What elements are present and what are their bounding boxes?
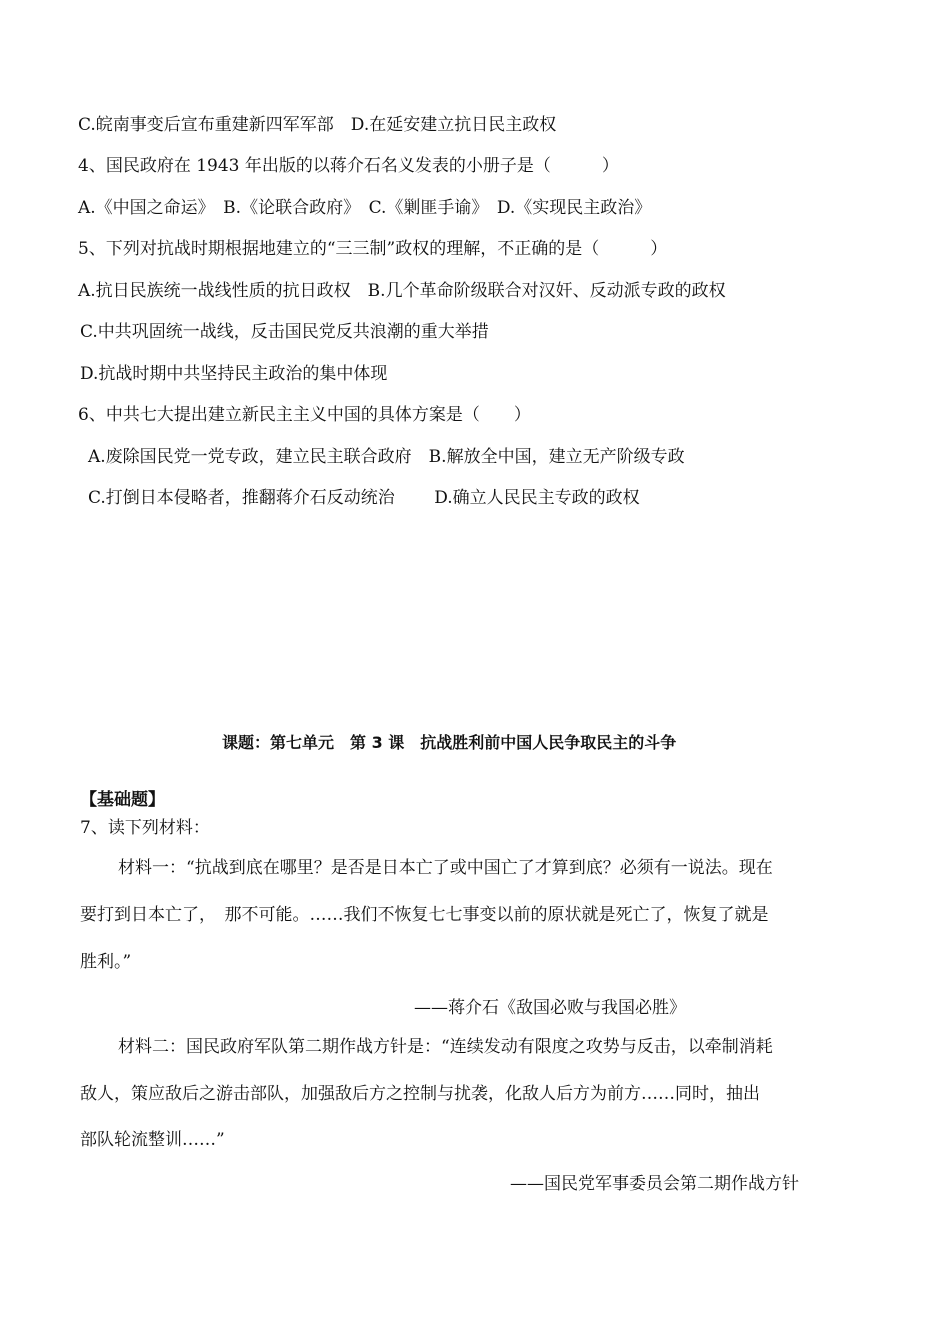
q5-options-ab: A.抗日民族统一战线性质的抗日政权 B.几个革命阶级联合对汉奸、反动派专政的政权 <box>78 281 726 301</box>
q7-stem: 7、读下列材料： <box>80 818 210 838</box>
q5-stem: 5、下列对抗战时期根据地建立的“三三制”政权的理解，不正确的是（ ） <box>78 239 668 259</box>
q4-options: A.《中国之命运》 B.《论联合政府》 C.《剿匪手谕》 D.《实现民主政治》 <box>78 198 652 218</box>
section-heading: 【基础题】 <box>80 790 165 810</box>
material-two-line-3: 部队轮流整训……” <box>80 1130 225 1150</box>
lesson-title: 课题：第七单元 第 3 课 抗战胜利前中国人民争取民主的斗争 <box>222 733 677 752</box>
material-two-line-2: 敌人，策应敌后之游击部队，加强敌后方之控制与扰袭，化敌人后方为前方……同时，抽出 <box>80 1084 760 1104</box>
material-one-line-3: 胜利。” <box>80 952 132 972</box>
q6-options-cd: C.打倒日本侵略者，推翻蒋介石反动统治 D.确立人民民主专政的政权 <box>88 488 640 508</box>
q4-stem: 4、国民政府在 1943 年出版的以蒋介石名义发表的小册子是（ ） <box>78 156 619 176</box>
q5-option-c: C.中共巩固统一战线，反击国民党反共浪潮的重大举措 <box>80 322 489 342</box>
q5-option-d: D.抗战时期中共坚持民主政治的集中体现 <box>80 364 388 384</box>
material-one-line-2: 要打到日本亡了， 那不可能。……我们不恢复七七事变以前的原状就是死亡了，恢复了就是 <box>80 905 769 925</box>
material-one-source: ——蒋介石《敌国必败与我国必胜》 <box>414 998 686 1018</box>
material-two-source: ——国民党军事委员会第二期作战方针 <box>510 1174 799 1194</box>
q3-options-cd: C.皖南事变后宣布重建新四军军部 D.在延安建立抗日民主政权 <box>78 115 557 135</box>
q6-options-ab: A.废除国民党一党专政，建立民主联合政府 B.解放全中国，建立无产阶级专政 <box>88 447 685 467</box>
material-one-line-1: 材料一：“抗战到底在哪里？是否是日本亡了或中国亡了才算到底？必须有一说法。现在 <box>118 858 773 878</box>
q6-stem: 6、中共七大提出建立新民主主义中国的具体方案是（ ） <box>78 405 531 425</box>
material-two-line-1: 材料二：国民政府军队第二期作战方针是：“连续发动有限度之攻势与反击，以牵制消耗 <box>118 1037 773 1057</box>
